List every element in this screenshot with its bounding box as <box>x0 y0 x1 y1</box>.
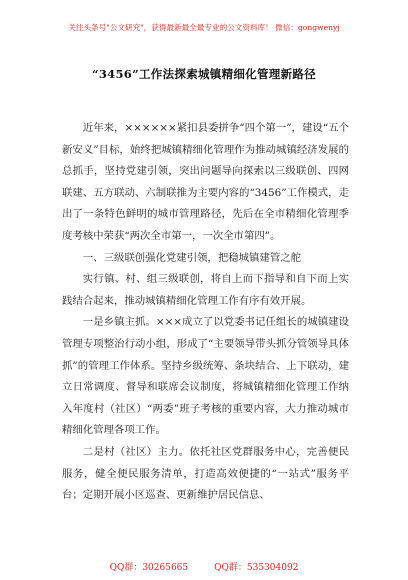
paragraph-section-summary: 实行镇、村、组三级联创，将自上而下指导和自下而上实践结合起来，推动城镇精细化管理工作有序有效开展。 <box>62 273 349 307</box>
footer-qq-group-1: QQ群：30265665 <box>109 563 189 573</box>
paragraph-township: 一是乡镇主抓。×××成立了以党委书记任组长的城镇建设管理专项整治行动小组，形成了“主要领导带头抓分管领导具体抓”的管理工作体系。坚持乡级统筹、条块结合、上下联动，建立日常调度、督导和联席会议制度，将城镇精细化管理工作纳入年度村（社区）“两委”班子考核的重要内容，大力推动城市精细化管理各项工作。 <box>62 316 349 437</box>
paragraph-village: 二是村（社区）主力。依托社区党群服务中心，完善便民服务，健全便民服务清单，打造高效便捷的“一站式”服务平台；定期开展小区巡查、更新维护居民信息、 <box>62 445 349 502</box>
paragraph-intro: 近年来，××××××紧扣县委拼争“四个第一”，建设“五个新安义”目标，始终把城镇精细化管理作为推动城镇经济发展的总抓手，坚持党建引领，突出问题导向探索以三级联创、四网联建、五方联动、六制联推为主要内容的“3456”工作模式，走出了一条特色鲜明的城市管理路径，先后在全市精细化管理季度考核中荣获“两次全市第一，一次全市第四”。 <box>62 122 349 242</box>
footer-contacts <box>0 560 408 573</box>
document-title: “3456”工作法探索城镇精细化管理新路径 <box>91 67 317 81</box>
header-banner: 关注头条号"公文研究"，获得最新最全最专业的公文资料库！ 微信：gongwenyj <box>68 23 340 32</box>
document-body <box>62 118 349 507</box>
section-heading: 一、三级联创强化党建引领，把稳城镇建管之舵 <box>82 251 301 264</box>
footer-qq-group-2: QQ群：535304092 <box>214 563 299 573</box>
